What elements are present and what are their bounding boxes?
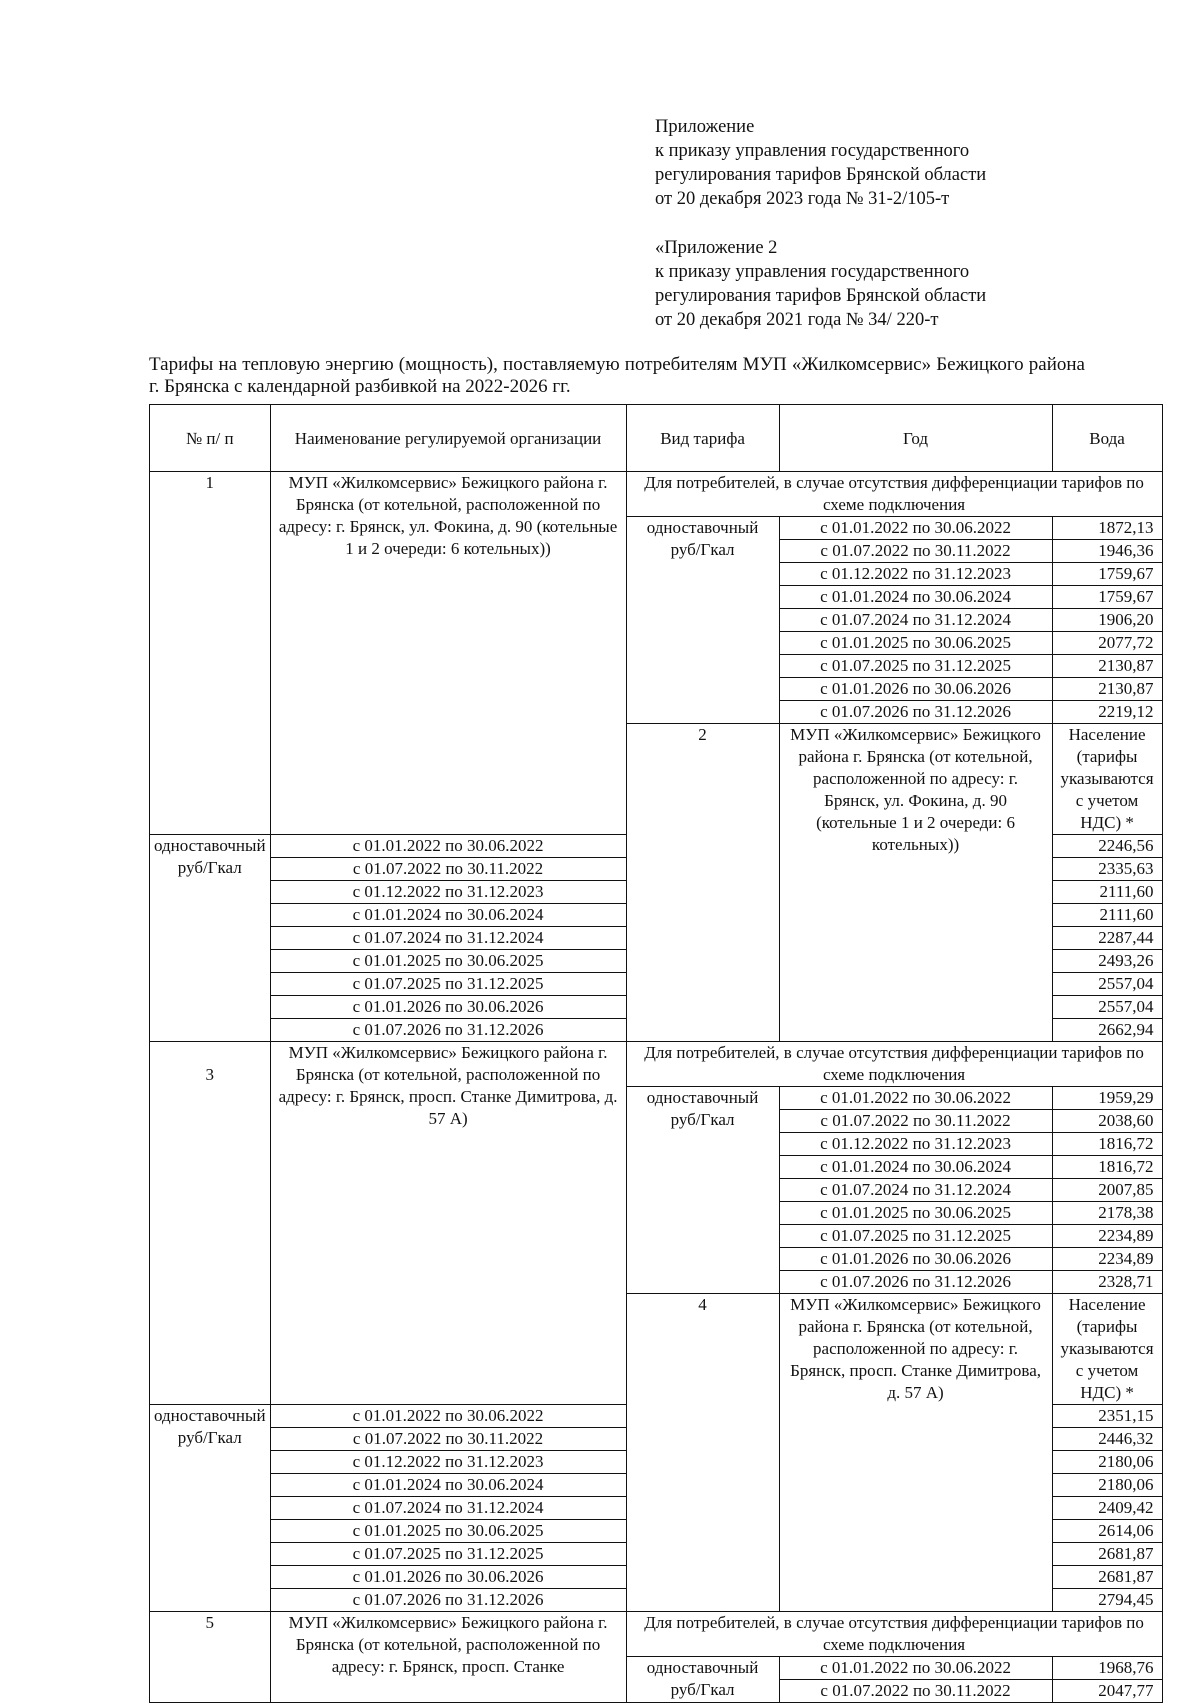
header-org: Наименование регулируемой организации [270, 405, 626, 472]
period-cell: с 01.07.2024 по 31.12.2024 [270, 1497, 626, 1520]
water-tariff-value: 2409,42 [1052, 1497, 1162, 1520]
period-cell: с 01.01.2026 по 30.06.2026 [270, 996, 626, 1019]
water-tariff-value: 1816,72 [1052, 1133, 1162, 1156]
header-line: к приказу управления государственного [655, 141, 970, 161]
water-tariff-value: 2794,45 [1052, 1589, 1162, 1612]
period-cell: с 01.01.2022 по 30.06.2022 [779, 1087, 1052, 1110]
period-cell: с 01.01.2026 по 30.06.2026 [779, 1248, 1052, 1271]
period-cell: с 01.01.2024 по 30.06.2024 [270, 1474, 626, 1497]
category-row [150, 472, 1163, 517]
water-tariff-value: 2038,60 [1052, 1110, 1162, 1133]
period-cell: с 01.07.2022 по 30.11.2022 [779, 1680, 1052, 1703]
header-year: Год [779, 405, 1052, 472]
water-tariff-value: 2219,12 [1052, 701, 1162, 724]
period-cell: с 01.12.2022 по 31.12.2023 [270, 1451, 626, 1474]
period-cell: с 01.07.2025 по 31.12.2025 [779, 655, 1052, 678]
organization-name: МУП «Жилкомсервис» Бежицкого района г. Брянска (от котельной, расположенной по адресу: г. Брянск, просп. Станке [270, 1612, 626, 1703]
table-header-row [150, 405, 1163, 472]
header-num: № п/ п [150, 405, 271, 472]
water-tariff-value: 2681,87 [1052, 1566, 1162, 1589]
row-number: 3 [150, 1042, 271, 1405]
period-cell: с 01.01.2025 по 30.06.2025 [270, 1520, 626, 1543]
header-line: регулирования тарифов Брянской области [655, 286, 987, 306]
period-cell: с 01.01.2022 по 30.06.2022 [779, 517, 1052, 540]
period-cell: с 01.07.2024 по 31.12.2024 [270, 927, 626, 950]
period-cell: с 01.07.2022 по 30.11.2022 [270, 1428, 626, 1451]
row-number: 1 [150, 472, 271, 835]
period-cell: с 01.01.2024 по 30.06.2024 [779, 586, 1052, 609]
period-cell: с 01.07.2022 по 30.11.2022 [779, 1110, 1052, 1133]
tariff-type: одноставочный руб/Гкал [626, 1087, 779, 1294]
document-title: Тарифы на тепловую энергию (мощность), поставляемую потребителям МУП «Жилкомсервис» Бежицкого района г. Брянска с календарной разбивкой на 2022-2026 гг. [149, 354, 1085, 397]
water-tariff-value: 2234,89 [1052, 1248, 1162, 1271]
period-cell: с 01.12.2022 по 31.12.2023 [270, 881, 626, 904]
water-tariff-value: 2047,77 [1052, 1680, 1162, 1703]
period-cell: с 01.07.2025 по 31.12.2025 [270, 973, 626, 996]
tariff-type: одноставочный руб/Гкал [150, 835, 271, 1042]
water-tariff-value: 2446,32 [1052, 1428, 1162, 1451]
period-cell: с 01.07.2026 по 31.12.2026 [779, 701, 1052, 724]
water-tariff-value: 2328,71 [1052, 1271, 1162, 1294]
period-cell: с 01.01.2026 по 30.06.2026 [270, 1566, 626, 1589]
water-tariff-value: 2130,87 [1052, 678, 1162, 701]
organization-name: МУП «Жилкомсервис» Бежицкого района г. Брянска (от котельной, расположенной по адресу: г. Брянск, просп. Станке Димитрова, д. 57 А) [779, 1294, 1052, 1612]
period-cell: с 01.01.2025 по 30.06.2025 [270, 950, 626, 973]
tariff-category: Для потребителей, в случае отсутствия дифференциации тарифов по схеме подключения [626, 1612, 1162, 1657]
header-line: Приложение [655, 117, 755, 137]
tariff-type: одноставочный руб/Гкал [626, 1657, 779, 1703]
header-line: регулирования тарифов Брянской области [655, 165, 987, 185]
water-tariff-value: 2180,06 [1052, 1451, 1162, 1474]
tariff-category: Для потребителей, в случае отсутствия дифференциации тарифов по схеме подключения [626, 1042, 1162, 1087]
row-number: 2 [626, 724, 779, 1042]
category-row [150, 1042, 1163, 1087]
period-cell: с 01.07.2024 по 31.12.2024 [779, 1179, 1052, 1202]
header-line: от 20 декабря 2021 года № 34/ 220-т [655, 310, 939, 330]
period-cell: с 01.07.2022 по 30.11.2022 [270, 858, 626, 881]
category-row [150, 1612, 1163, 1657]
period-cell: с 01.01.2024 по 30.06.2024 [270, 904, 626, 927]
organization-name: МУП «Жилкомсервис» Бежицкого района г. Брянска (от котельной, расположенной по адресу: г. Брянск, просп. Станке Димитрова, д. 57 А) [270, 1042, 626, 1405]
header-line: «Приложение 2 [655, 238, 778, 258]
period-cell: с 01.01.2025 по 30.06.2025 [779, 1202, 1052, 1225]
water-tariff-value: 2557,04 [1052, 973, 1162, 996]
water-tariff-value: 1816,72 [1052, 1156, 1162, 1179]
water-tariff-value: 1968,76 [1052, 1657, 1162, 1680]
water-tariff-value: 2007,85 [1052, 1179, 1162, 1202]
row-number: 5 [150, 1612, 271, 1703]
water-tariff-value: 1959,29 [1052, 1087, 1162, 1110]
period-cell: с 01.07.2026 по 31.12.2026 [779, 1271, 1052, 1294]
water-tariff-value: 2493,26 [1052, 950, 1162, 973]
water-tariff-value: 2246,56 [1052, 835, 1162, 858]
water-tariff-value: 2662,94 [1052, 1019, 1162, 1042]
water-tariff-value: 2111,60 [1052, 881, 1162, 904]
tariff-category: Население (тарифы указываются с учетом НДС) * [1052, 1294, 1162, 1405]
period-cell: с 01.01.2026 по 30.06.2026 [779, 678, 1052, 701]
period-cell: с 01.07.2022 по 30.11.2022 [779, 540, 1052, 563]
row-number: 4 [626, 1294, 779, 1612]
tariff-type: одноставочный руб/Гкал [626, 517, 779, 724]
period-cell: с 01.07.2026 по 31.12.2026 [270, 1019, 626, 1042]
water-tariff-value: 2614,06 [1052, 1520, 1162, 1543]
organization-name: МУП «Жилкомсервис» Бежицкого района г. Брянска (от котельной, расположенной по адресу: г. Брянск, ул. Фокина, д. 90 (котельные 1 и 2 очереди: 6 котельных)) [270, 472, 626, 835]
period-cell: с 01.12.2022 по 31.12.2023 [779, 563, 1052, 586]
period-cell: с 01.01.2022 по 30.06.2022 [779, 1657, 1052, 1680]
period-cell: с 01.07.2025 по 31.12.2025 [779, 1225, 1052, 1248]
water-tariff-value: 1759,67 [1052, 586, 1162, 609]
tariff-category: Население (тарифы указываются с учетом НДС) * [1052, 724, 1162, 835]
water-tariff-value: 2180,06 [1052, 1474, 1162, 1497]
period-cell: с 01.01.2025 по 30.06.2025 [779, 632, 1052, 655]
water-tariff-value: 2335,63 [1052, 858, 1162, 881]
appendix-header [655, 115, 986, 211]
water-tariff-value: 2178,38 [1052, 1202, 1162, 1225]
period-cell: с 01.12.2022 по 31.12.2023 [779, 1133, 1052, 1156]
header-water: Вода [1052, 405, 1162, 472]
period-cell: с 01.01.2022 по 30.06.2022 [270, 1405, 626, 1428]
period-cell: с 01.01.2024 по 30.06.2024 [779, 1156, 1052, 1179]
water-tariff-value: 2130,87 [1052, 655, 1162, 678]
tariff-type: одноставочный руб/Гкал [150, 1405, 271, 1612]
water-tariff-value: 1872,13 [1052, 517, 1162, 540]
water-tariff-value: 2681,87 [1052, 1543, 1162, 1566]
water-tariff-value: 2287,44 [1052, 927, 1162, 950]
appendix-2-header [655, 236, 986, 332]
tariff-table [149, 404, 1163, 1703]
water-tariff-value: 2077,72 [1052, 632, 1162, 655]
period-cell: с 01.01.2022 по 30.06.2022 [270, 835, 626, 858]
water-tariff-value: 2351,15 [1052, 1405, 1162, 1428]
water-tariff-value: 2557,04 [1052, 996, 1162, 1019]
water-tariff-value: 1946,36 [1052, 540, 1162, 563]
organization-name: МУП «Жилкомсервис» Бежицкого района г. Брянска (от котельной, расположенной по адресу: г. Брянск, ул. Фокина, д. 90 (котельные 1 и 2 очереди: 6 котельных)) [779, 724, 1052, 1042]
period-cell: с 01.07.2024 по 31.12.2024 [779, 609, 1052, 632]
period-cell: с 01.07.2026 по 31.12.2026 [270, 1589, 626, 1612]
header-line: к приказу управления государственного [655, 262, 970, 282]
water-tariff-value: 2111,60 [1052, 904, 1162, 927]
water-tariff-value: 2234,89 [1052, 1225, 1162, 1248]
water-tariff-value: 1906,20 [1052, 609, 1162, 632]
header-vid: Вид тарифа [626, 405, 779, 472]
water-tariff-value: 1759,67 [1052, 563, 1162, 586]
tariff-category: Для потребителей, в случае отсутствия дифференциации тарифов по схеме подключения [626, 472, 1162, 517]
period-cell: с 01.07.2025 по 31.12.2025 [270, 1543, 626, 1566]
header-line: от 20 декабря 2023 года № 31-2/105-т [655, 189, 950, 209]
